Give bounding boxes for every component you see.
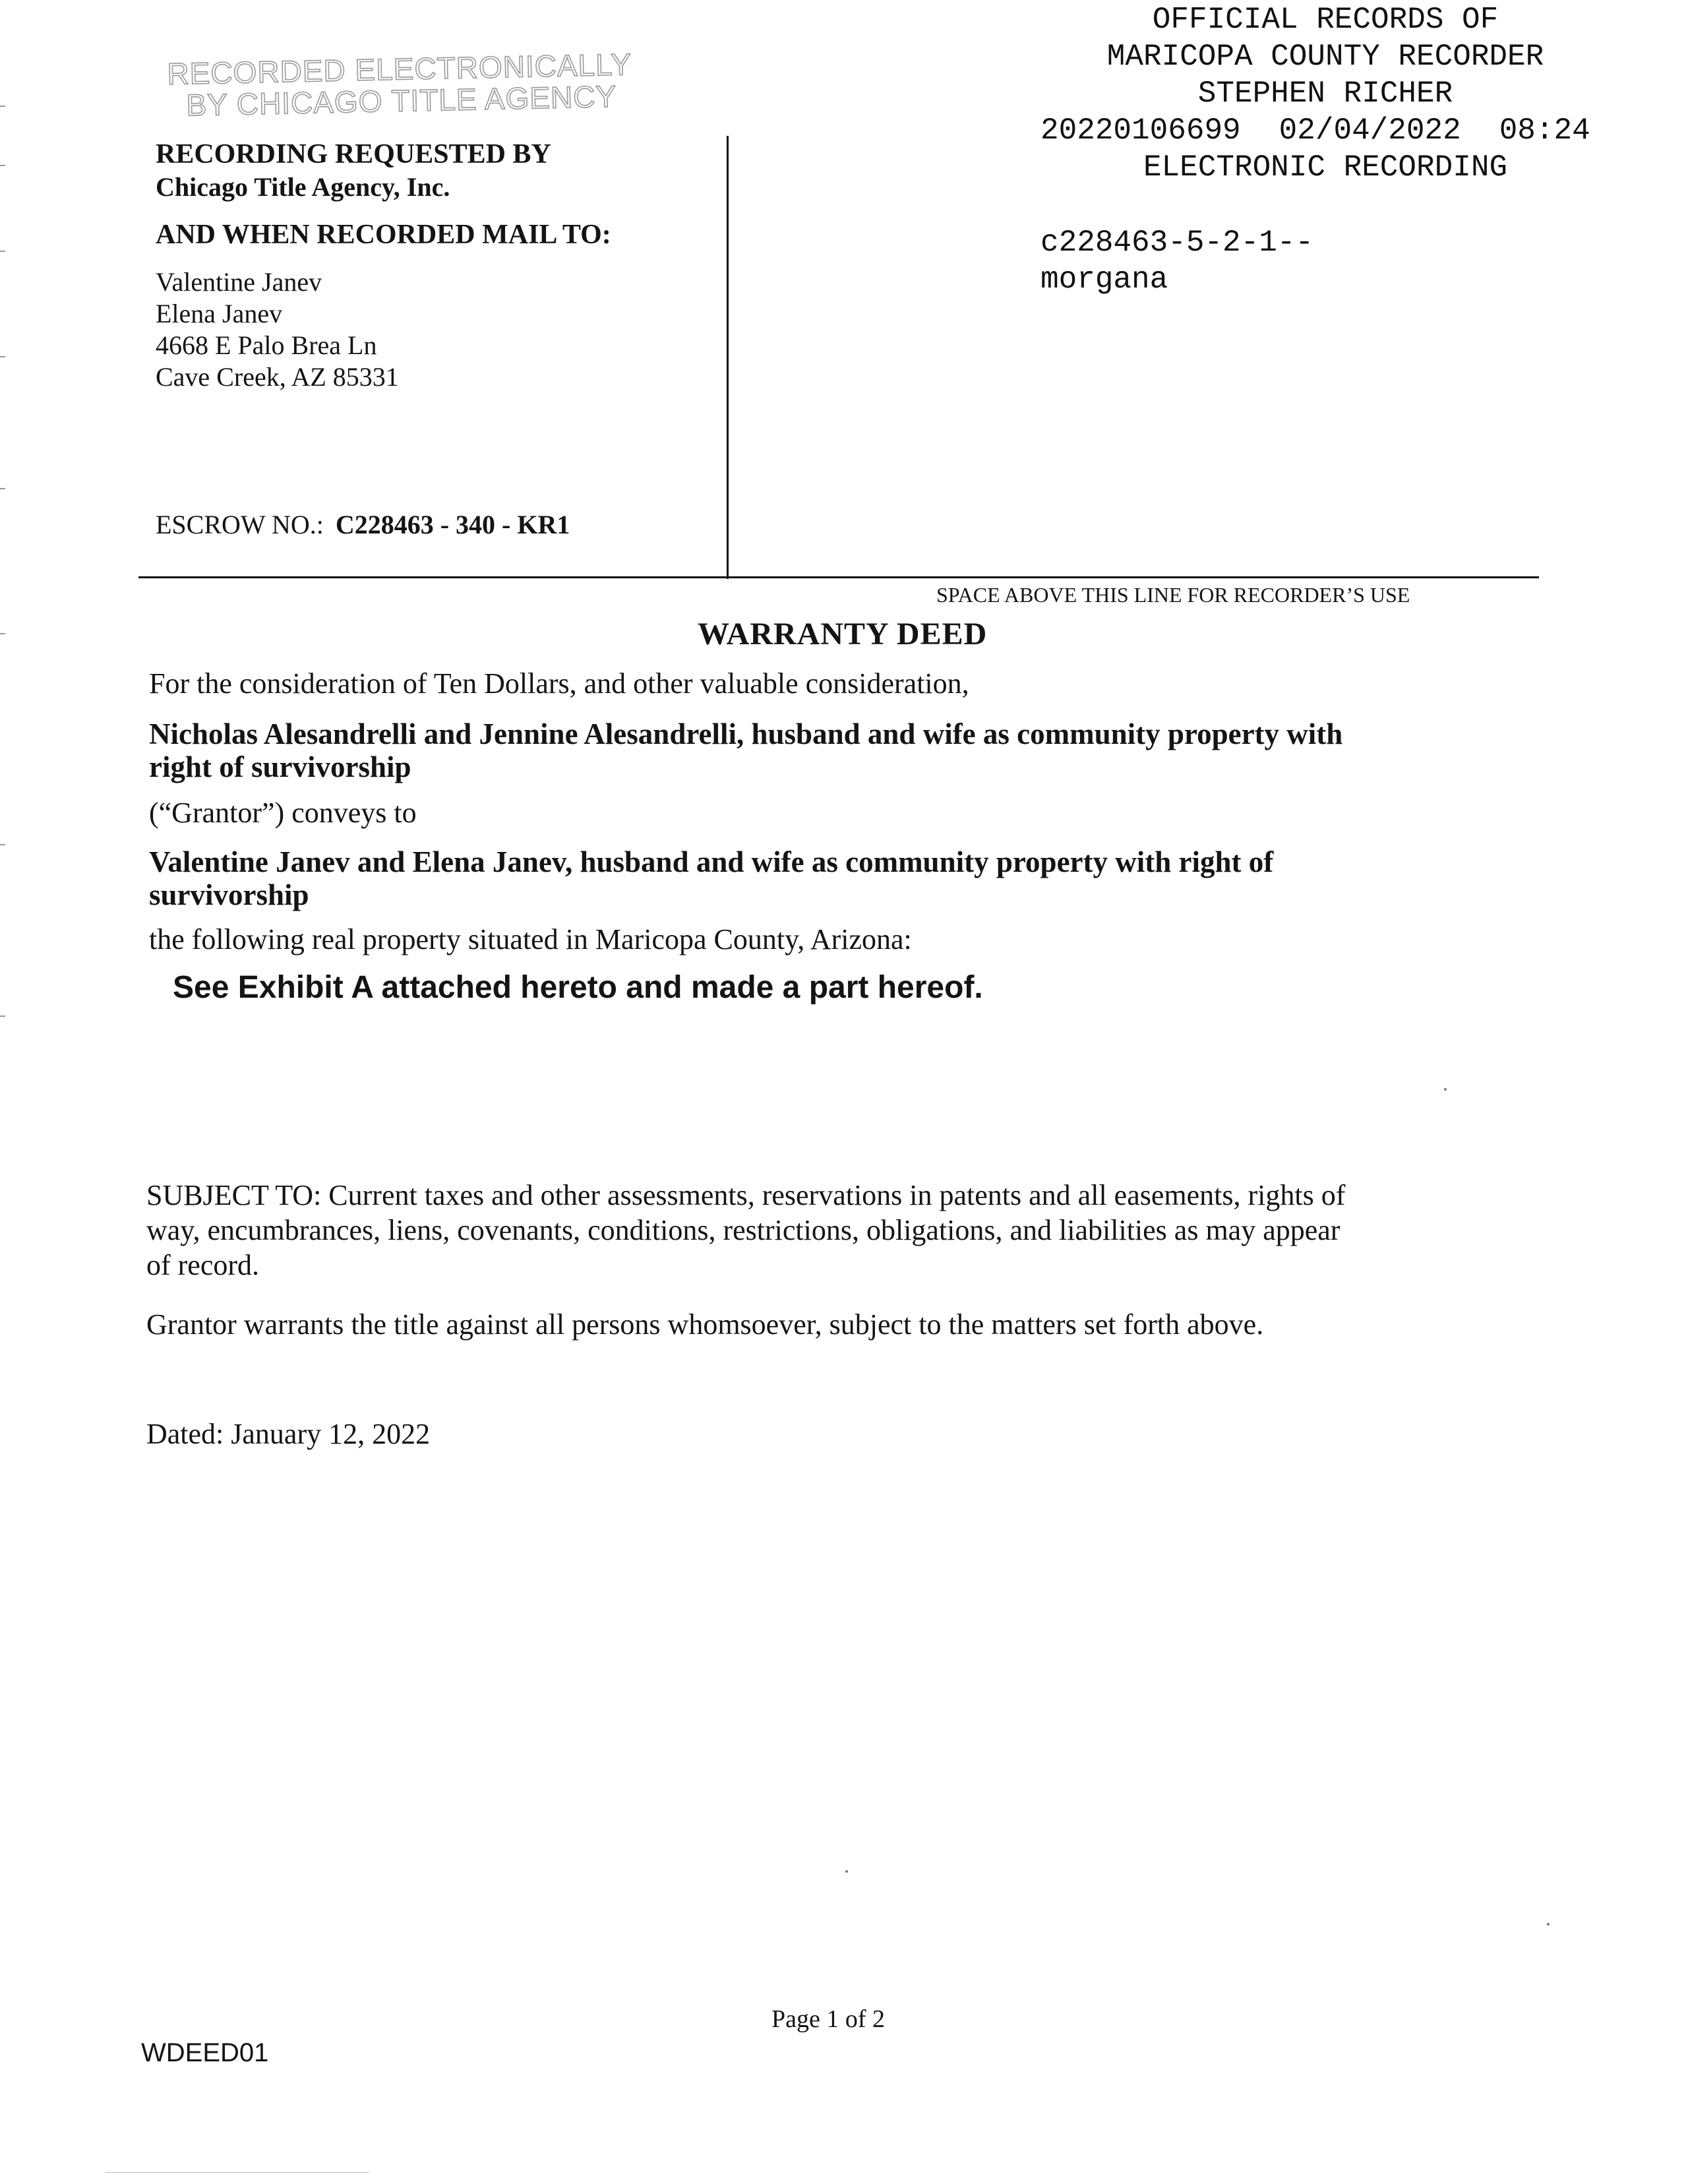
mail-to-line: Valentine Janev: [156, 267, 322, 297]
scan-speck: [1444, 1088, 1447, 1091]
stamp-line-1: RECORDED ELECTRONICALLY: [166, 47, 632, 91]
recording-number-line: [1040, 112, 1590, 149]
recording-reference: [1040, 224, 1313, 298]
escrow-number: [156, 509, 570, 541]
recorder-use-note: SPACE ABOVE THIS LINE FOR RECORDER’S USE: [936, 583, 1410, 607]
subject-to-line-3: of record.: [146, 1249, 260, 1281]
electronic-recording-label: ELECTRONIC RECORDING: [1143, 150, 1508, 185]
scan-speck: [1547, 1923, 1550, 1926]
grantee-names-line-1: Valentine Janev and Elena Janev, husband and wife as community property with right of: [149, 845, 1274, 878]
conveys-to-text: (“Grantor”) conveys to: [149, 797, 417, 829]
recorder-line-2: MARICOPA COUNTY RECORDER: [1106, 40, 1544, 74]
scan-edge-tick: [0, 106, 5, 107]
document-title: WARRANTY DEED: [698, 617, 988, 652]
mail-to-line: Elena Janev: [156, 299, 283, 328]
scan-edge-tick: [0, 165, 5, 166]
subject-to-line-2: way, encumbrances, liens, covenants, conditions, restrictions, obligations, and liabilities as may appear: [146, 1214, 1341, 1246]
scan-edge-tick: [0, 633, 5, 634]
scan-edge-tick: [0, 844, 5, 845]
stamp-line-2: BY CHICAGO TITLE AGENCY: [185, 78, 617, 123]
consideration-text: For the consideration of Ten Dollars, and other valuable consideration,: [149, 667, 969, 700]
grantor-names-line-2: right of survivorship: [149, 750, 411, 783]
escrow-value: C228463 - 340 - KR1: [335, 510, 570, 539]
recorder-stamp-block: [1029, 1, 1622, 112]
scan-edge-tick: [0, 356, 5, 357]
header-divider-vertical: [727, 136, 729, 579]
warranty-statement: Grantor warrants the title against all persons whomsoever, subject to the matters set forth above.: [146, 1308, 1264, 1341]
scan-edge-line: [106, 2172, 369, 2173]
recording-reference-line-1: c228463-5-2-1--: [1040, 226, 1314, 260]
form-code: WDEED01: [141, 2038, 269, 2067]
subject-to-line-1: SUBJECT TO: Current taxes and other assessments, reservations in patents and all easements, rights of: [146, 1179, 1346, 1211]
recording-requested-by-value: Chicago Title Agency, Inc.: [156, 172, 450, 202]
mail-to-line: Cave Creek, AZ 85331: [156, 362, 399, 392]
recording-date: 02/04/2022: [1279, 113, 1461, 148]
document-number: 20220106699: [1040, 113, 1241, 148]
exhibit-reference: See Exhibit A attached hereto and made a part hereof.: [173, 970, 983, 1005]
property-location-text: the following real property situated in Maricopa County, Arizona:: [149, 923, 912, 956]
page-number: Page 1 of 2: [771, 2005, 886, 2033]
escrow-label: ESCROW NO.:: [156, 510, 324, 539]
mail-to-address: [156, 266, 399, 393]
scan-edge-tick: [0, 1016, 5, 1017]
recording-requested-by-label: RECORDING REQUESTED BY: [156, 139, 551, 169]
scan-edge-tick: [0, 251, 5, 252]
mail-to-line: 4668 E Palo Brea Ln: [156, 330, 377, 360]
grantor-names-line-1: Nicholas Alesandrelli and Jennine Alesandrelli, husband and wife as community property with: [149, 717, 1343, 750]
recorder-line-1: OFFICIAL RECORDS OF: [1152, 3, 1499, 37]
subject-to-clause: [146, 1178, 1345, 1283]
recorder-line-3: STEPHEN RICHER: [1197, 76, 1453, 111]
scan-speck: [845, 1870, 848, 1873]
scan-edge-tick: [0, 488, 5, 489]
recording-time: 08:24: [1499, 113, 1590, 148]
mail-to-label: AND WHEN RECORDED MAIL TO:: [156, 220, 611, 250]
recorded-electronically-stamp: [167, 48, 632, 121]
recording-reference-line-2: morgana: [1040, 262, 1168, 297]
recorder-space-line: [138, 576, 1539, 578]
grantee-names-line-2: survivorship: [149, 878, 309, 911]
dated-line: Dated: January 12, 2022: [146, 1418, 431, 1450]
